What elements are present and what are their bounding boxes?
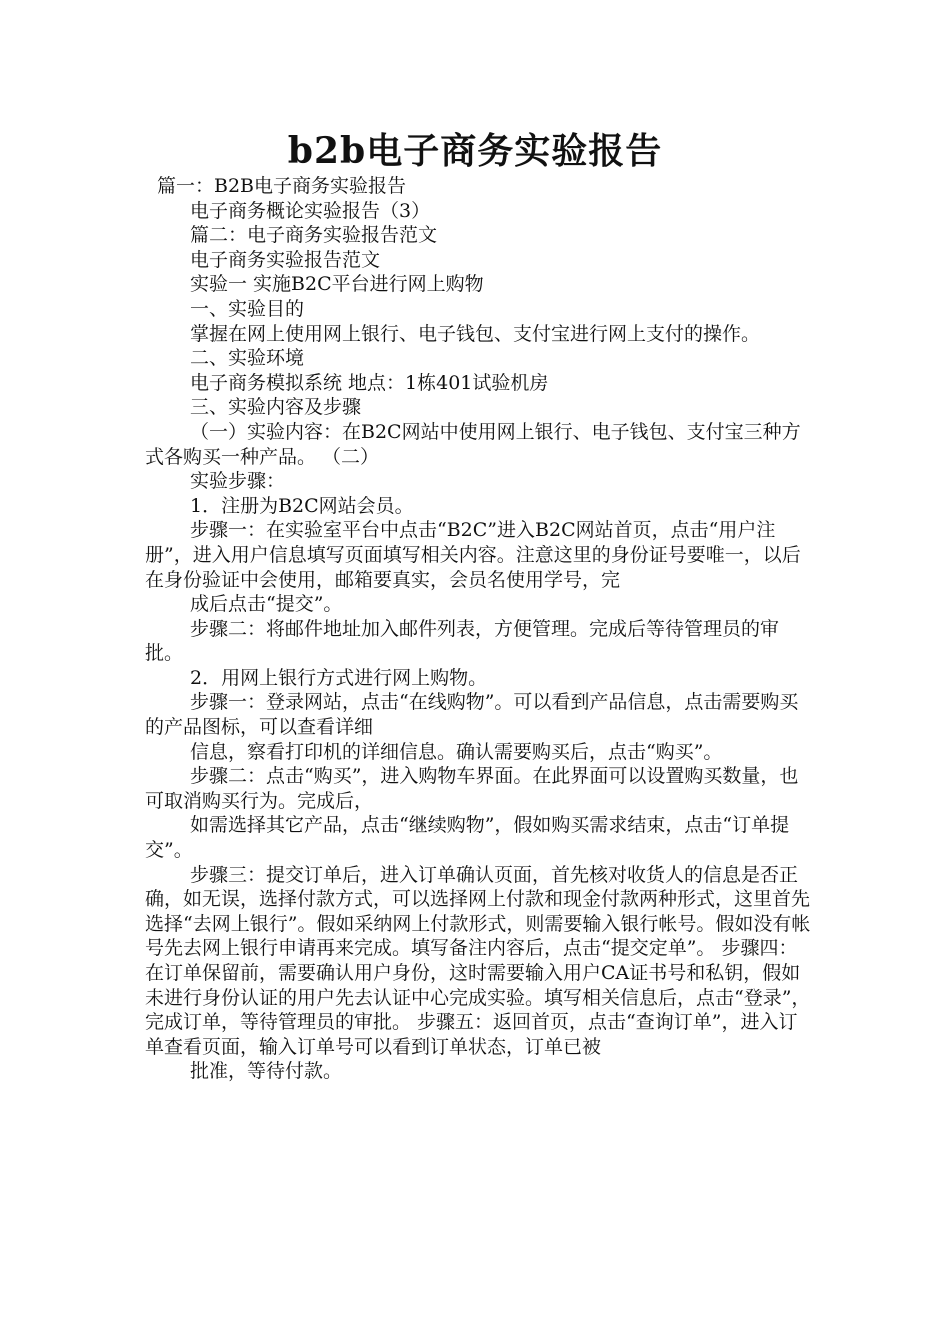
paragraph: 如需选择其它产品，点击“继续购物”，假如购买需求结束，点击“订单提交”。 (145, 814, 790, 862)
paragraph: 步骤二：点击“购买”，进入购物车界面。在此界面可以设置购买数量，也可取消购买行为。完成后， (145, 765, 799, 812)
paragraph: 成后点击“提交”。 (190, 593, 343, 616)
paragraph: 实验步骤： (190, 470, 286, 493)
paragraph: 电子商务概论实验报告（3） (190, 199, 431, 222)
paragraph: 步骤三：提交订单后，进入订单确认页面，首先核对收货人的信息是否正确，如无误，选择付款方式，可以选择网上付款和现金付款两种形式，这里首先选择“去网上银行”。假如采纳网上付款形式，则需要输入银行帐号。假如没有帐号先去网上银行申请再来完成。填写备注内容后，点击“提交定单”。 步骤四：在订单保留前，需要确认用户身份，这时需要输入用户CA证书号和私钥，假如未进行身份认证的用户先去认证中心完成实验。填写相关信息后，点击“登录”，完成订单，等待管理员的审批。 步骤五：返回首页，点击“查询订单”，进入订单查看页面，输入订单号可以看到订单状态，订单已被 (145, 863, 811, 1058)
paragraph: 步骤一：在实验室平台中点击“B2C”进入B2C网站首页，点击“用户注册”，进入用户信息填写页面填写相关内容。注意这里的身份证号要唯一，以后在身份验证中会使用，邮箱要真实，会员名使用学号，完 (145, 519, 801, 591)
paragraph: 二、实验环境 (190, 347, 305, 370)
paragraph: 1．注册为B2C网站会员。 (190, 494, 414, 517)
paragraph: 三、实验内容及步骤 (190, 396, 362, 419)
paragraph: 电子商务实验报告范文 (190, 248, 381, 271)
document-body (145, 174, 813, 1084)
paragraph: 电子商务模拟系统 地点：1栋401试验机房 (190, 371, 549, 394)
paragraph: 步骤一：登录网站，点击“在线购物”。可以看到产品信息，点击需要购买的产品图标，可以查看详细 (145, 691, 799, 739)
paragraph: 一、实验目的 (190, 297, 305, 320)
paragraph: 篇一：B2B电子商务实验报告 (157, 175, 407, 197)
document-title: b2b电子商务实验报告 (287, 130, 663, 172)
paragraph: （一）实验内容：在B2C网站中使用网上银行、电子钱包、支付宝三种方式各购买一种产品。 （二） (145, 420, 801, 468)
paragraph: 步骤二：将邮件地址加入邮件列表，方便管理。完成后等待管理员的审批。 (145, 617, 780, 665)
paragraph: 信息，察看打印机的详细信息。确认需要购买后，点击“购买”。 (190, 740, 723, 763)
paragraph: 2．用网上银行方式进行网上购物。 (190, 666, 488, 689)
paragraph: 篇二：电子商务实验报告范文 (190, 224, 438, 247)
paragraph: 实验一 实施B2C平台进行网上购物 (190, 273, 484, 296)
paragraph: 批准，等待付款。 (190, 1060, 343, 1083)
paragraph: 掌握在网上使用网上银行、电子钱包、支付宝进行网上支付的操作。 (190, 322, 761, 345)
